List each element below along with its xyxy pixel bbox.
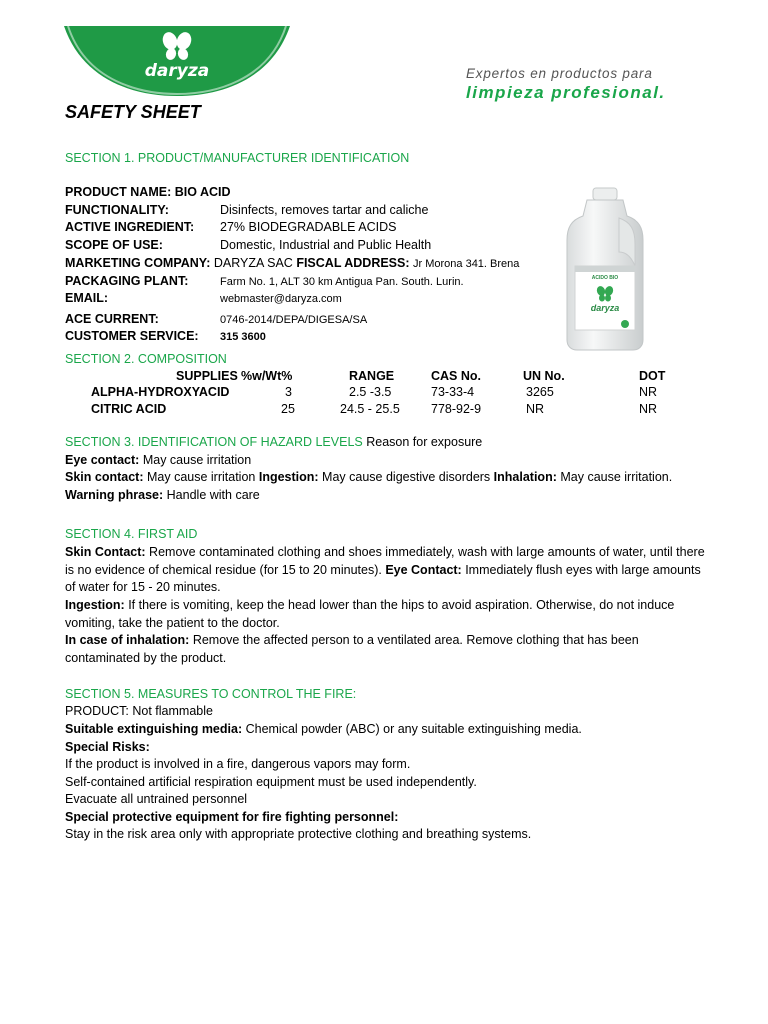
col-weight: %w/Wt% — [241, 369, 293, 383]
hazard-eye: Eye contact: May cause irritation — [65, 453, 252, 467]
cell-weight: 3 — [285, 385, 292, 399]
col-dot: DOT — [639, 369, 666, 383]
product-bottle-image — [563, 186, 647, 352]
hazard-warning: Warning phrase: Handle with care — [65, 488, 260, 502]
fire-equipment-text: Stay in the risk area only with appropriate protective clothing and breathing systems. — [65, 827, 532, 841]
logo-arc-graphic — [62, 24, 292, 96]
section3-heading — [65, 434, 482, 452]
active-ingredient-label: ACTIVE INGREDIENT: — [65, 220, 195, 234]
fire-risk-3: Evacuate all untrained personnel — [65, 792, 248, 806]
ace-label: ACE CURRENT: — [65, 312, 159, 326]
cell-un: NR — [526, 402, 545, 416]
scope-label: SCOPE OF USE: — [65, 238, 163, 252]
col-supplies: SUPPLIES — [176, 369, 238, 383]
tagline-line2: limpieza profesional. — [466, 83, 666, 102]
company-logo — [62, 24, 292, 96]
cell-weight: 25 — [281, 402, 295, 416]
bottle-label-text: ACIDO BIO — [591, 275, 619, 281]
fire-product-line: PRODUCT: Not flammable — [65, 704, 213, 718]
active-ingredient-value: 27% BIODEGRADABLE ACIDS — [220, 220, 397, 234]
section5-heading: SECTION 5. MEASURES TO CONTROL THE FIRE: — [65, 687, 357, 701]
first-aid-skin-eye: Skin Contact: Remove contaminated clothing and shoes immediately, wash with large amounts of water, until there is no evidence of chemical residue (for 15 to 20 minutes). Eye Contact: Immediately flush eyes with large amounts of water for 15 - 20 minutes. — [65, 545, 705, 594]
section2-heading: SECTION 2. COMPOSITION — [65, 352, 227, 366]
cell-supply: CITRIC ACID — [91, 402, 167, 416]
col-range: RANGE — [349, 369, 395, 383]
section4-heading: SECTION 4. FIRST AID — [65, 527, 198, 541]
plant-value: Farm No. 1, ALT 30 km Antigua Pan. South. Lurin. — [220, 276, 464, 288]
fiscal-value: Jr Morona 341. Brena — [413, 258, 520, 270]
table-row — [0, 384, 768, 402]
cell-range: 2.5 -3.5 — [349, 385, 392, 399]
marketing-value: DARYZA SAC — [213, 256, 293, 270]
fire-equipment-label: Special protective equipment for fire fighting personnel: — [65, 810, 399, 824]
fiscal-label: FISCAL ADDRESS: — [296, 256, 410, 270]
table-row — [0, 401, 768, 419]
logo-text: daryza — [144, 61, 210, 81]
hazard-skin-ingestion-inhalation: Skin contact: May cause irritation Ingestion: May cause digestive disorders Inhalation: May cause irritation. — [65, 470, 673, 484]
first-aid-inhalation: In case of inhalation: Remove the affected person to a ventilated area. Remove clothing that has been contaminated by the product. — [65, 633, 639, 665]
cell-dot: NR — [639, 402, 658, 416]
cell-dot: NR — [639, 385, 658, 399]
marketing-row — [65, 255, 519, 274]
product-name-row — [65, 184, 231, 202]
plant-label: PACKAGING PLANT: — [65, 274, 189, 288]
section3-title: SECTION 3. IDENTIFICATION OF HAZARD LEVELS — [65, 435, 363, 449]
ace-value: 0746-2014/DEPA/DIGESA/SA — [220, 314, 368, 326]
cell-range: 24.5 - 25.5 — [340, 402, 400, 416]
first-aid-ingestion: Ingestion: If there is vomiting, keep the head lower than the hips to avoid aspiration. Otherwise, do not induce vomiting, take the patient to the doctor. — [65, 598, 675, 630]
fire-risk-1: If the product is involved in a fire, dangerous vapors may form. — [65, 757, 411, 771]
fire-risk-2: Self-contained artificial respiration equipment must be used independently. — [65, 775, 477, 789]
marketing-label: MARKETING COMPANY: — [65, 256, 211, 270]
fire-media: Suitable extinguishing media: Chemical powder (ABC) or any suitable extinguishing media. — [65, 722, 582, 736]
cell-un: 3265 — [526, 385, 554, 399]
page-title: SAFETY SHEET — [65, 102, 201, 122]
section1-heading: SECTION 1. PRODUCT/MANUFACTURER IDENTIFICATION — [65, 151, 410, 165]
cell-cas: 73-33-4 — [431, 385, 475, 399]
tagline — [466, 66, 666, 103]
product-name-label: PRODUCT NAME: — [65, 185, 172, 199]
email-label: EMAIL: — [65, 291, 109, 305]
email-value[interactable]: webmaster@daryza.com — [220, 293, 342, 305]
functionality-value: Disinfects, removes tartar and caliche — [220, 203, 429, 217]
service-label: CUSTOMER SERVICE: — [65, 329, 199, 343]
service-value: 315 3600 — [220, 331, 266, 343]
product-name-value: BIO ACID — [174, 185, 231, 199]
col-cas: CAS No. — [431, 369, 481, 383]
col-un: UN No. — [523, 369, 565, 383]
tagline-line1: Expertos en productos para — [466, 66, 653, 81]
bottle-brand-text: daryza — [590, 303, 620, 313]
scope-value: Domestic, Industrial and Public Health — [220, 238, 432, 252]
cell-supply: ALPHA-HYDROXYACID — [91, 385, 230, 399]
functionality-label: FUNCTIONALITY: — [65, 203, 169, 217]
section3-suffix: Reason for exposure — [366, 435, 483, 449]
cell-cas: 778-92-9 — [431, 402, 482, 416]
fire-risks-label: Special Risks: — [65, 740, 150, 754]
